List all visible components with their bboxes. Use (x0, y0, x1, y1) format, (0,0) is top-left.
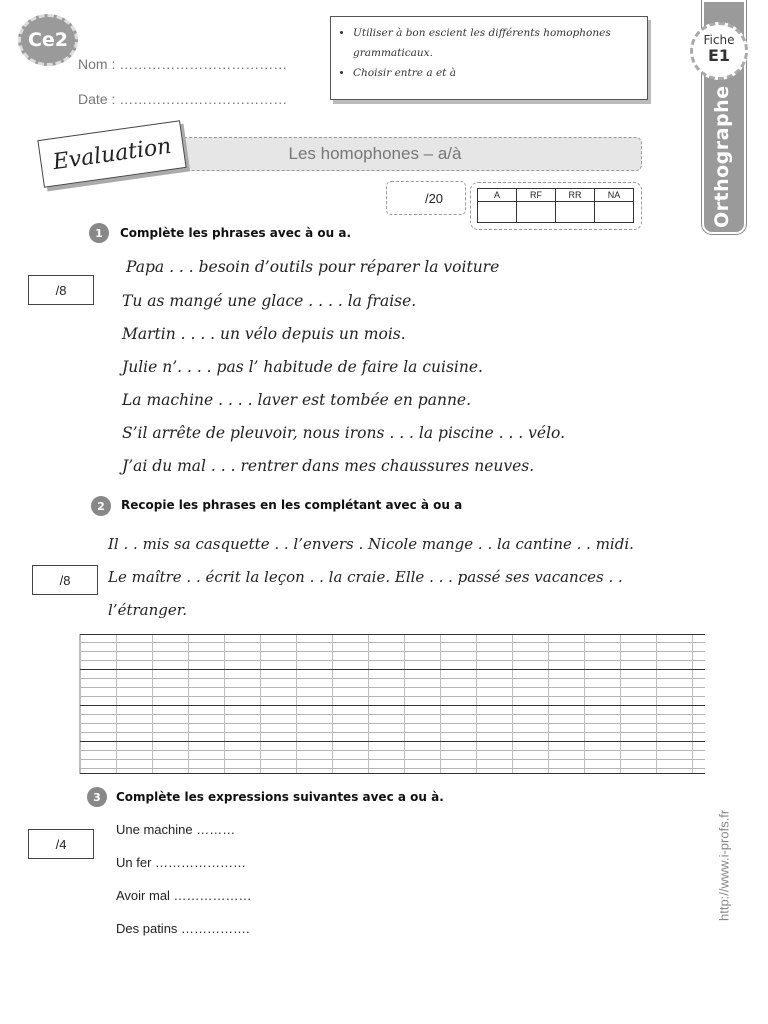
exercise1-score-box (28, 275, 94, 305)
sentence-line: S’il arrête de pleuvoir, nous irons . . . la piscine . . . vélo. (122, 424, 566, 442)
exercise2-score-box (32, 565, 98, 595)
exercise2-instruction: Recopie les phrases en les complétant avec à ou a (121, 498, 463, 512)
expression-item: Avoir mal ……………… (116, 888, 252, 903)
sentence-line: Julie n’. . . . pas l’ habitude de faire la cuisine. (122, 358, 483, 376)
sentence-line: Martin . . . . un vélo depuis un mois. (122, 325, 406, 343)
grid-cell[interactable] (595, 202, 634, 223)
copy-line: Il . . mis sa casquette . . l’envers . Nicole mange . . la cantine . . midi. (108, 535, 634, 553)
grid-cell[interactable] (517, 202, 556, 223)
grid-header-na: NA (595, 189, 634, 202)
exercise-number: 3 (87, 787, 107, 807)
fiche-label: Fiche (703, 33, 735, 47)
grid-header-a: A (478, 189, 517, 202)
page-title (178, 137, 642, 171)
grid-header-rf: RF (517, 189, 556, 202)
total-score-box (386, 181, 466, 215)
fiche-code: E1 (707, 46, 731, 65)
exercise1-instruction: Complète les phrases avec à ou a. (120, 226, 352, 240)
objectives-box (330, 16, 648, 100)
assessment-grid (477, 188, 634, 223)
exercise-number: 1 (89, 223, 109, 243)
expression-item: Des patins ……………. (116, 921, 250, 936)
exercise3-instruction: Complète les expressions suivantes avec a ou à. (116, 790, 444, 804)
total-score: /20 (424, 190, 444, 206)
source-url: http://www.i-profs.fr (716, 809, 732, 921)
level-badge: Ce2 (18, 14, 78, 66)
grid-header-rr: RR (556, 189, 595, 202)
writing-lines[interactable] (79, 634, 705, 774)
exercise-number: 2 (91, 496, 111, 516)
name-field: Nom : ……………………………… (78, 56, 288, 72)
expression-item: Une machine ……… (116, 822, 236, 837)
exercise2-score: /8 (59, 572, 71, 588)
copy-line: Le maître . . écrit la leçon . . la craie. Elle . . . passé ses vacances . . (108, 568, 623, 586)
exercise3-score-box (28, 829, 94, 859)
exercise1-score: /8 (55, 282, 67, 298)
sentence-line: Tu as mangé une glace . . . . la fraise. (122, 292, 417, 310)
sentence-line: J’ai du mal . . . rentrer dans mes chaussures neuves. (122, 457, 535, 475)
sentence-line: La machine . . . . laver est tombée en panne. (122, 391, 472, 409)
expression-item: Un fer ………………… (116, 855, 247, 870)
objective-item: • Utiliser à bon escient les différents homophones grammaticaux. (353, 23, 637, 63)
page-title-text: Les homophones – a/à (288, 144, 462, 163)
copy-line: l’étranger. (108, 601, 188, 619)
date-field: Date : ……………………………… (78, 91, 288, 107)
fiche-badge (690, 22, 748, 80)
grid-cell[interactable] (478, 202, 517, 223)
evaluation-tag: Evaluation (37, 120, 186, 188)
subject-label: Orthographe (711, 85, 733, 229)
sentence-line: Papa . . . besoin d’outils pour réparer la voiture (126, 258, 500, 276)
objective-item: • Choisir entre a et à (353, 63, 637, 83)
grid-cell[interactable] (556, 202, 595, 223)
exercise3-score: /4 (55, 836, 67, 852)
